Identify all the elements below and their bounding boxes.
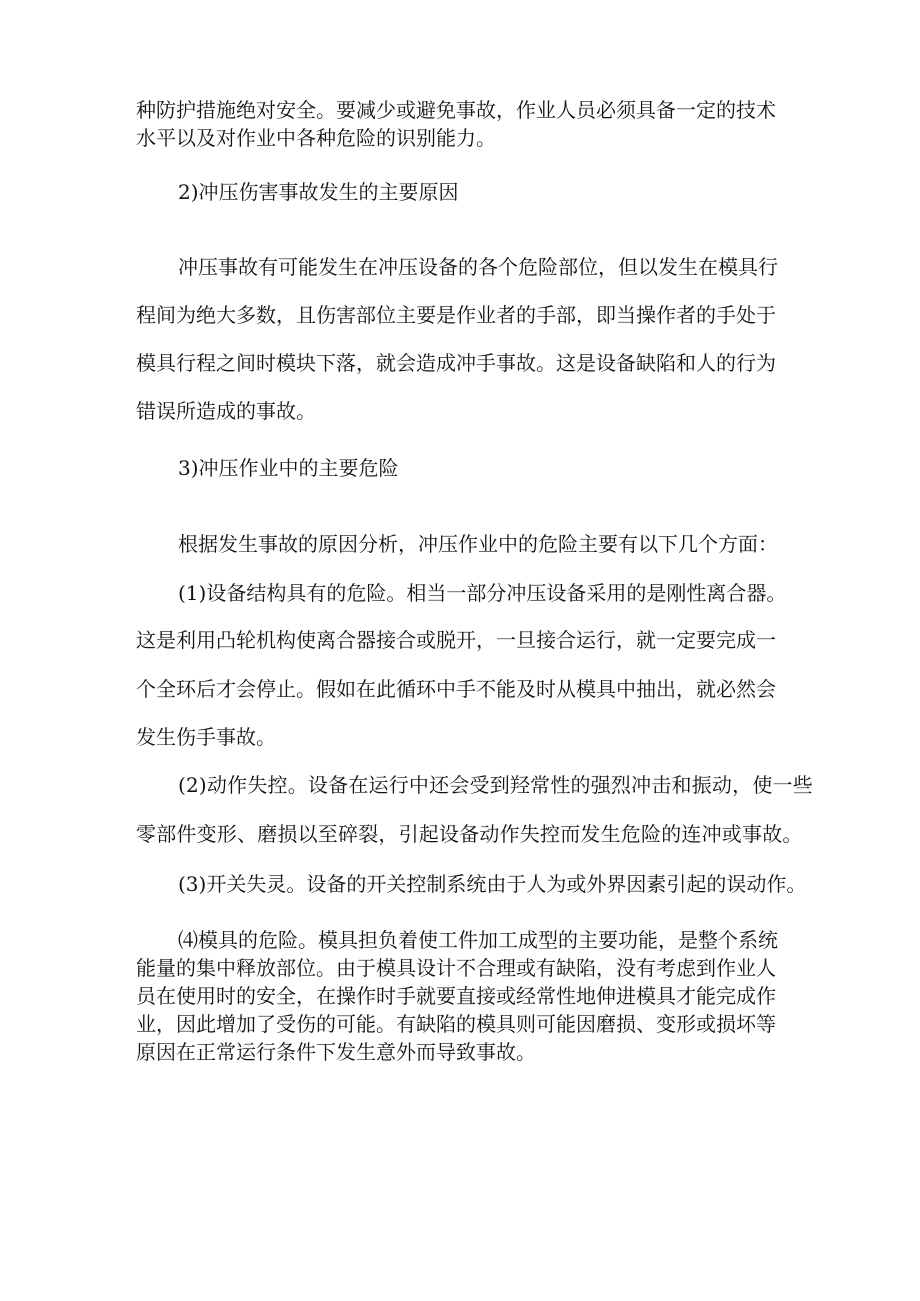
paragraph-line: 种防护措施绝对安全。要减少或避免事故，作业人员必须具备一定的技术 xyxy=(136,98,776,122)
paragraph-line: ⑷模具的危险。模具担负着使工件加工成型的主要功能，是整个系统 xyxy=(178,928,778,952)
paragraph-line: 根据发生事故的原因分析，冲压作业中的危险主要有以下几个方面： xyxy=(178,532,778,556)
paragraph-line: 模具行程之间时模块下落，就会造成冲手事故。这是设备缺陷和人的行为 xyxy=(136,351,776,375)
section-heading: 3)冲压作业中的主要危险 xyxy=(178,456,399,480)
paragraph-line: 业，因此增加了受伤的可能。有缺陷的模具则可能因磨损、变形或损坏等 xyxy=(136,1012,776,1036)
paragraph-line: (2)动作失控。设备在运行中还会受到羟常性的强烈冲击和振动，使一些 xyxy=(178,773,813,797)
paragraph-line: 错误所造成的事故。 xyxy=(136,399,316,423)
paragraph-line: 员在使用时的安全，在操作时手就要直接或经常性地伸进模具才能完成作 xyxy=(136,984,776,1008)
paragraph-line: 水平以及对作业中各种危险的识别能力。 xyxy=(136,126,496,150)
paragraph-line: 这是利用凸轮机构使离合器接合或脱开，一旦接合运行，就一定要完成一 xyxy=(136,628,776,652)
paragraph-line: 程间为绝大多数，且伤害部位主要是作业者的手部，即当操作者的手处于 xyxy=(136,303,776,327)
paragraph-line: 零部件变形、磨损以至碎裂，引起设备动作失控而发生危险的连冲或事故。 xyxy=(136,822,803,846)
paragraph-line: 原因在正常运行条件下发生意外而导致事故。 xyxy=(136,1040,536,1064)
section-heading: 2)冲压伤害事故发生的主要原因 xyxy=(178,180,459,204)
paragraph-line: (3)开关失灵。设备的开关控制系统由于人为或外界因素引起的误动作。 xyxy=(178,872,807,896)
paragraph-line: 发生伤手事故。 xyxy=(136,725,276,749)
paragraph-line: 个全环后才会停止。假如在此循环中手不能及时从模具中抽出，就必然会 xyxy=(136,677,776,701)
paragraph-line: (1)设备结构具有的危险。相当一部分冲压设备采用的是刚性离合器。 xyxy=(178,581,787,605)
paragraph-line: 冲压事故有可能发生在冲压设备的各个危险部位，但以发生在模具行 xyxy=(178,255,778,279)
paragraph-line: 能量的集中释放部位。由于模具设计不合理或有缺陷，没有考虑到作业人 xyxy=(136,956,776,980)
